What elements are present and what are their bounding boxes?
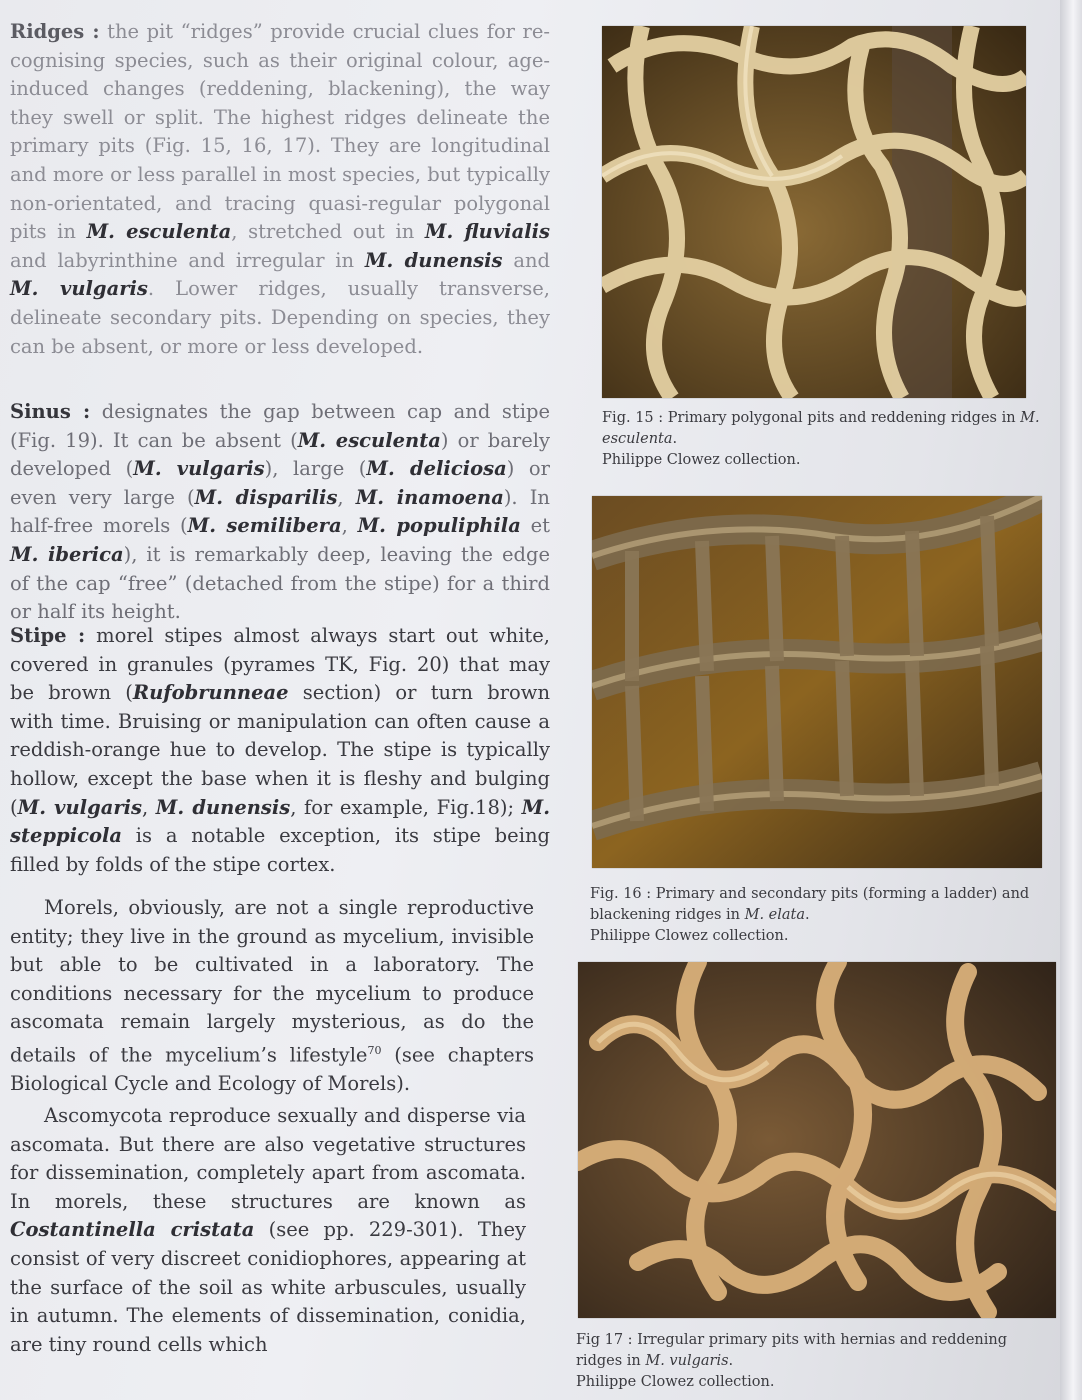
figure-17-caption: Fig 17 : Irregular primary pits with hernias and reddening ridges in M. vulgaris. Philippe Clowez collection. — [576, 1332, 1008, 1390]
heading-ridges: Ridges : — [10, 20, 100, 43]
paragraph-morels: Morels, obviously, are not a single reproductive entity; they live in the ground as mycelium, invisible but able to be cultivated in a laboratory. The conditions necessary for the mycelium to produce ascomata remain largely mysterious, as do the details of the mycelium’s lifestyle$^{70}$ (see chapters Biological Cycle and Ecology of Morels). — [10, 896, 534, 1096]
page-edge — [1060, 0, 1082, 1400]
paragraph-ridges: Ridges : the pit “ridges” provide crucial clues for re-cognising species, such as their original colour, age-induced changes (reddening, blackening), the way they swell or split. The highest ridges delineate the primary pits (Fig. 15, 16, 17). They are longitudinal and more or less parallel in most species, but typically non-orientated, and tracing quasi-regular polygonal pits in M. esculenta, stretched out in M. fluvialis and labyrinthine and irregular in M. dunensis and M. vulgaris. Lower ridges, usually transverse, delineate secondary pits. Depending on species, they can be absent, or more or less developed. — [10, 20, 551, 358]
figure-15-photo — [602, 26, 1026, 398]
figure-15-caption: Fig. 15 : Primary polygonal pits and reddening ridges in M. esculenta. Philippe Clowez collection. — [602, 410, 1040, 468]
figure-16-caption: Fig. 16 : Primary and secondary pits (forming a ladder) and blackening ridges in M. elata. Philippe Clowez collection. — [590, 886, 1030, 944]
figure-17-photo — [578, 962, 1056, 1318]
figure-15-credit: Philippe Clowez collection. — [602, 452, 801, 468]
paragraph-ascomycota: Ascomycota reproduce sexually and disperse via ascomata. But there are also vegetative structures for dissemination, completely apart from ascomata. In morels, these structures are known as Costantinella cristata (see pp. 229-301). They consist of very discreet conidiophores, appearing at the surface of the soil as white arbuscules, usually in autumn. The elements of dissemination, conidia, are tiny round cells which — [10, 1104, 526, 1356]
paragraph-stipe: Stipe : morel stipes almost always start out white, covered in granules (pyrames TK, Fig. 20) that may be brown (Rufobrunneae section) or turn brown with time. Bruising or manipulation can often cause a reddish-orange hue to develop. The stipe is typically hollow, except the base when it is fleshy and bulging (M. vulgaris, M. dunensis, for example, Fig.18); M. steppicola is a notable exception, its stipe being filled by folds of the stipe cortex. — [10, 624, 551, 876]
figure-16-credit: Philippe Clowez collection. — [590, 928, 789, 944]
heading-stipe: Stipe : — [10, 624, 86, 647]
paragraph-sinus: Sinus : designates the gap between cap and stipe (Fig. 19). It can be absent (M. esculenta) or barely developed (M. vulgaris), large (M. deliciosa) or even very large (M. disparilis, M. inamoena). In half-free morels (M. semilibera, M. populiphila et M. iberica), it is remarkably deep, leaving the edge of the cap “free” (detached from the stipe) for a third or half its height. — [10, 400, 551, 624]
heading-sinus: Sinus : — [10, 400, 91, 423]
figure-16-photo — [592, 496, 1042, 868]
footnote-ref: 70 — [367, 1043, 382, 1057]
figure-17-credit: Philippe Clowez collection. — [576, 1374, 775, 1390]
